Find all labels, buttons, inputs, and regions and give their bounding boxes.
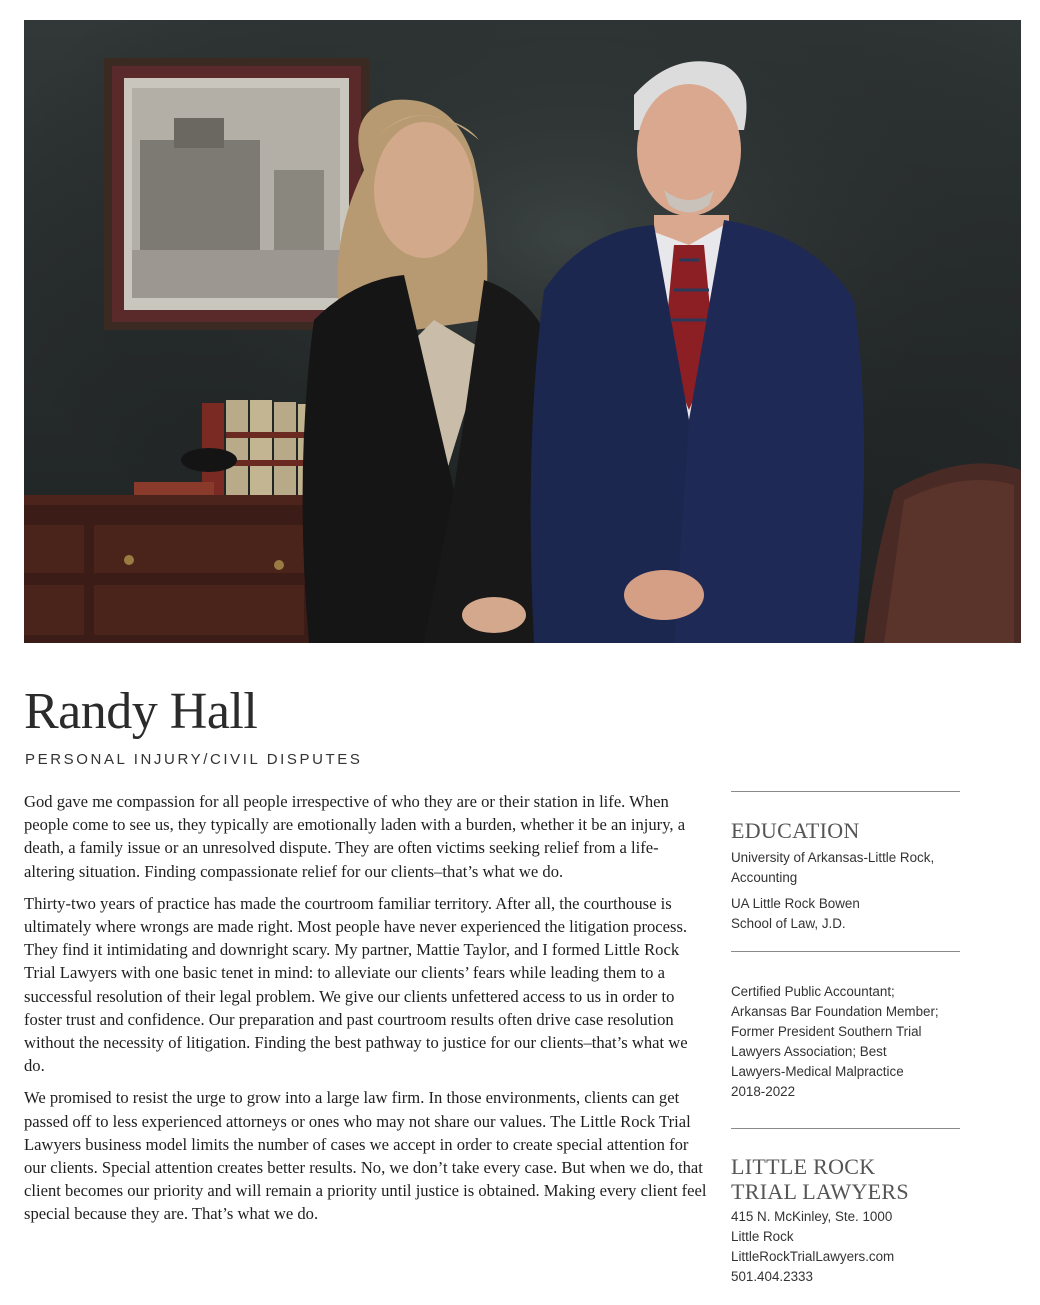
sidebar — [731, 790, 961, 1287]
firm-name — [731, 1154, 961, 1204]
bio-paragraph: God gave me compassion for all people irrespective of who they are or their station in life. When people come to see us, they typically are emotionally laden with a burden, whether it be an injury, a death, a family issue or an unresolved dispute. They are often victims seeking relief from a life-altering situation. Finding compassionate relief for our clients–that’s what we do. — [24, 792, 686, 881]
practice-area: PERSONAL INJURY/CIVIL DISPUTES — [25, 751, 363, 768]
dresser — [24, 495, 324, 643]
education-line: University of Arkansas-Little Rock, — [731, 850, 935, 865]
credential-line: Certified Public Accountant; — [731, 984, 895, 999]
credential-line: 2018-2022 — [731, 1084, 796, 1099]
education-line: School of Law, J.D. — [731, 916, 846, 931]
firm-city: Little Rock — [731, 1229, 794, 1244]
bio-paragraph: Thirty-two years of practice has made the courtroom familiar territory. After all, the courthouse is ultimately where wrongs are made right. Most people have never experienced the litigation process. They find it intimidating and downright scary. My partner, Mattie Taylor, and I formed Little Rock Trial Lawyers with one basic tenet in mind: to alleviate our clients’ fears while leading them to a successful resolution of their legal problem. We give our clients unfettered access to us in order to foster trust and confidence. Our preparation and past courtroom results often drive case resolution without the necessity of litigation. Finding the best pathway to justice for our clients–that’s what we do. — [24, 893, 688, 1076]
credential-line: Former President Southern Trial — [731, 1024, 922, 1039]
firm-name-line: TRIAL LAWYERS — [731, 1179, 909, 1204]
firm-contact — [731, 1207, 961, 1287]
education-item — [731, 848, 961, 888]
education-item — [731, 894, 961, 934]
attorney-name: Randy Hall — [24, 683, 258, 740]
portrait-photo — [24, 20, 1021, 643]
framed-picture — [104, 58, 369, 330]
credential-line: Lawyers-Medical Malpractice — [731, 1064, 904, 1079]
firm-website-link[interactable]: LittleRockTrialLawyers.com — [731, 1249, 895, 1264]
credential-line: Lawyers Association; Best — [731, 1044, 887, 1059]
portrait-illustration — [24, 20, 1021, 643]
bio-section — [24, 790, 708, 1235]
credential-line: Arkansas Bar Foundation Member; — [731, 1004, 939, 1019]
education-heading: EDUCATION — [731, 818, 860, 843]
divider — [731, 1128, 960, 1129]
credentials-block — [731, 982, 961, 1102]
divider — [731, 951, 960, 952]
bio-paragraph: We promised to resist the urge to grow into a large law firm. In those environments, clients can get passed off to less experienced attorneys or ones who may not share our values. The Little Rock Trial Lawyers business model limits the number of cases we accept in order to create special attention for our clients. Special attention creates better results. No, we don’t take every case. But when we do, that client becomes our priority and will remain a priority until justice is obtained. Making every client feel special because they are. That’s what we do. — [24, 1088, 707, 1224]
firm-phone[interactable]: 501.404.2333 — [731, 1269, 813, 1284]
education-line: Accounting — [731, 870, 798, 885]
divider — [731, 791, 960, 792]
firm-name-line: LITTLE ROCK — [731, 1154, 876, 1179]
firm-address: 415 N. McKinley, Ste. 1000 — [731, 1209, 893, 1224]
education-line: UA Little Rock Bowen — [731, 896, 860, 911]
